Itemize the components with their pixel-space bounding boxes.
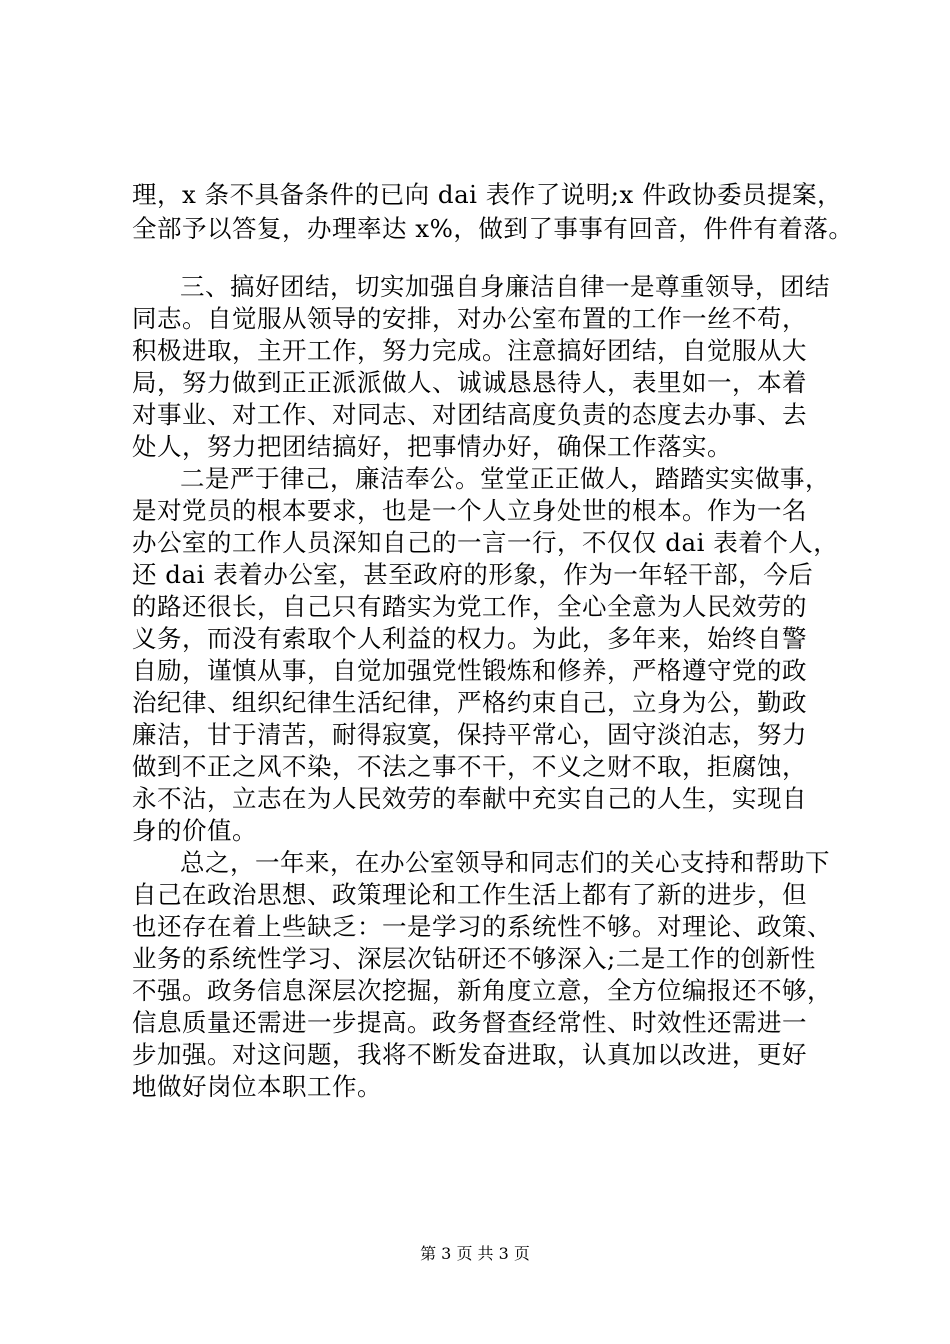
- text-line: 办公室的工作人员深知自己的一言一行，不仅仅 dai 表着个人，: [132, 528, 839, 557]
- text-line: 步加强。对这问题，我将不断发奋进取，认真加以改进，更好: [132, 1040, 807, 1069]
- text-line: 的路还很长，自己只有踏实为党工作，全心全意为人民效劳的: [132, 592, 807, 621]
- text-line: 是对党员的根本要求，也是一个人立身处世的根本。作为一名: [132, 496, 807, 525]
- text-line: 做到不正之风不染，不法之事不干，不义之财不取，拒腐蚀，: [132, 752, 807, 781]
- text-line: 廉洁，甘于清苦，耐得寂寞，保持平常心，固守淡泊志，努力: [132, 720, 807, 749]
- text-line: 全部予以答复，办理率达 x%，做到了事事有回音，件件有着落。: [132, 214, 854, 243]
- text-line: 理，x 条不具备条件的已向 dai 表作了说明;x 件政协委员提案，: [132, 180, 843, 209]
- text-line: 治纪律、组织纪律生活纪律，严格约束自己，立身为公，勤政: [132, 688, 807, 717]
- text-line: 二是严于律己，廉洁奉公。堂堂正正做人，踏踏实实做事，: [180, 464, 830, 493]
- text-line: 地做好岗位本职工作。: [132, 1072, 382, 1101]
- text-line: 业务的系统性学习、深层次钻研还不够深入;二是工作的创新性: [132, 944, 816, 973]
- text-line: 积极进取，主开工作，努力完成。注意搞好团结，自觉服从大: [132, 336, 807, 365]
- text-line: 还 dai 表着办公室，甚至政府的形象，作为一年轻干部，今后: [132, 560, 814, 589]
- page-footer: 第 3 页 共 3 页: [420, 1244, 530, 1263]
- text-line: 永不沾，立志在为人民效劳的奉献中充实自己的人生，实现自: [132, 784, 807, 813]
- text-line: 对事业、对工作、对同志、对团结高度负责的态度去办事、去: [132, 400, 807, 429]
- text-line: 处人，努力把团结搞好，把事情办好，确保工作落实。: [132, 432, 732, 461]
- text-line: 不强。政务信息深层次挖掘，新角度立意，全方位编报还不够，: [132, 976, 832, 1005]
- text-line: 局，努力做到正正派派做人、诚诚恳恳待人，表里如一，本着: [132, 368, 807, 397]
- text-line: 总之，一年来，在办公室领导和同志们的关心支持和帮助下: [180, 848, 830, 877]
- text-line: 信息质量还需进一步提高。政务督查经常性、时效性还需进一: [132, 1008, 807, 1037]
- text-line: 自己在政治思想、政策理论和工作生活上都有了新的进步，但: [132, 880, 807, 909]
- text-line: 同志。自觉服从领导的安排，对办公室布置的工作一丝不苟，: [132, 304, 807, 333]
- text-line: 也还存在着上些缺乏：一是学习的系统性不够。对理论、政策、: [132, 912, 832, 941]
- text-line: 义务，而没有索取个人利益的权力。为此，多年来，始终自警: [132, 624, 807, 653]
- text-line: 自励，谨慎从事，自觉加强党性锻炼和修养，严格遵守党的政: [132, 656, 807, 685]
- text-line: 身的价值。: [132, 816, 257, 845]
- text-line: 三、搞好团结，切实加强自身廉洁自律一是尊重领导，团结: [180, 272, 830, 301]
